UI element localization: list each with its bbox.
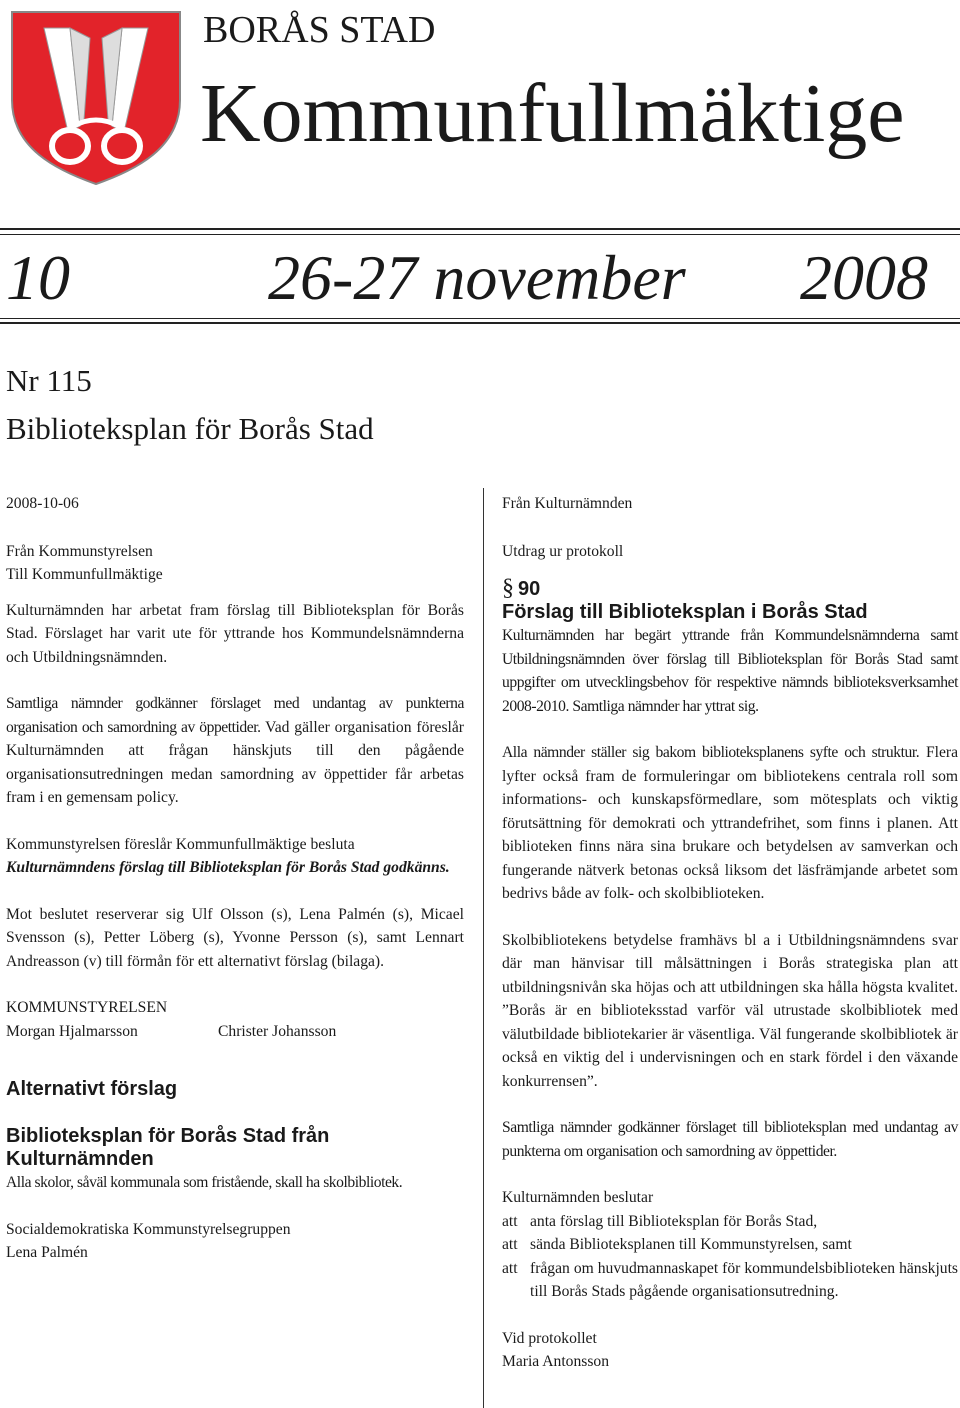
protocol-extract: Utdrag ur protokoll [502, 542, 624, 560]
protocol-from: Från Kulturnämnden [502, 495, 633, 512]
decision-text: anta förslag till Biblioteksplan för Borås Stad, [530, 1212, 818, 1230]
section-number: 90 [518, 578, 541, 600]
protocol-paragraph-1: Kulturnämnden har begärt yttrande från Kommundelsnämnderna samt Utbildningsnämnden över förslag till Biblioteksplan för Borås Stad samt uppgifter om utvecklingsbehov för respektive nämnds biblioteksverksamhet 2008-2010. Samtliga nämnder har yttrat sig. [502, 627, 958, 715]
decision-item [502, 1257, 958, 1304]
top-rule-thin [0, 234, 960, 235]
decision-item [502, 1233, 958, 1257]
opinion-paragraph [6, 692, 464, 810]
signature-org: KOMMUNSTYRELSEN [6, 999, 168, 1016]
decision-att: att [502, 1236, 518, 1253]
session-number: 10 [6, 242, 70, 313]
section-sign: § [502, 575, 514, 601]
alt-name: Lena Palmén [6, 1244, 88, 1261]
publication-title: Kommunfullmäktige [200, 67, 905, 160]
session-row [0, 238, 960, 318]
alt-subheading: Biblioteksplan för Borås Stad från Kulturnämnden [6, 1125, 330, 1170]
left-column [6, 492, 464, 1265]
alt-group: Socialdemokratiska Kommunstyrelsegruppen [6, 1220, 291, 1238]
letter-to: Till Kommunfullmäktige [6, 566, 163, 583]
protocol-paragraph-2 [502, 741, 958, 906]
proposal-decision: Kulturnämndens förslag till Biblioteksplan för Borås Stad godkänns. [6, 859, 450, 876]
intro-paragraph: Kulturnämnden har arbetat fram förslag till Biblioteksplan för Borås Stad. Förslaget har varit ute för yttrande hos Kommundelsnämnderna och Utbildningsnämnden. [6, 601, 464, 666]
session-dates: 26-27 november [268, 242, 686, 313]
signature-name-1: Morgan Hjalmarsson [6, 1022, 138, 1040]
letter-date: 2008-10-06 [6, 495, 79, 512]
decision-intro: Kulturnämnden beslutar [502, 1189, 654, 1206]
proposal-intro: Kommunstyrelsen föreslår Kommunfullmäktige besluta [6, 835, 355, 853]
protocol-p2-body: Flera lyfter också fram de formuleringar om bibliotekens centrala roll som informations- och kunskapsförmedlare, som mötesplats och viktig förutsättning för demokrati och yttrandefrihet, som finns i planen. Att biblioteken finns nära sina brukare och betydelsen av samverkan och fungerande nätverk betonas också liksom det läsfrämjande arbetet som bedrivs både av folk- och skolbiblioteken. [502, 744, 958, 902]
document-subject: Biblioteksplan för Borås Stad [6, 411, 374, 446]
column-divider [483, 488, 484, 1408]
attest-name: Maria Antonsson [502, 1353, 609, 1370]
alt-heading: Alternativt förslag [6, 1078, 178, 1100]
opinion-text: Samtliga nämnder godkänner förslaget med undantag av punkterna organisation och samordning av öppettider. [6, 695, 464, 736]
decision-att: att [502, 1212, 518, 1230]
signature-name-2: Christer Johansson [218, 1022, 337, 1040]
session-year: 2008 [800, 242, 928, 313]
decision-att: att [502, 1259, 518, 1277]
section-title: Förslag till Biblioteksplan i Borås Stad [502, 601, 868, 623]
top-rule-thick [0, 228, 960, 230]
letter-from: Från Kommunstyrelsen [6, 542, 153, 560]
alt-text: Alla skolor, såväl kommunala som fristående, skall ha skolbibliotek. [6, 1174, 403, 1191]
protocol-paragraph-4: Samtliga nämnder godkänner förslaget till biblioteksplan med undantag av punkterna om organisation och samordning av öppettider. [502, 1119, 958, 1160]
protocol-paragraph-3: Skolbibliotekens betydelse framhävs bl a i Utbildningsnämndens svar där man hänvisar till målsättningen i Borås strategiska plan att utbildningsnivån ska höjas och att utbildningen ska hålla högsta kvalitet. ”Borås är en biblioteksstad varför väl utrustade skolbibliotek med välutbildade bibliotekarier är väsentliga. Väl fungerande skolbibliotek är också en viktig del i undervisningen och en stark fördel i den växande konkurrensen”. [502, 931, 958, 1090]
section-number-row [502, 577, 958, 601]
decision-text: frågan om huvudmannaskapet för kommundelsbiblioteken hänskjuts till Borås Stads pågående organisationsutredning. [530, 1259, 958, 1300]
decision-text: sända Biblioteksplanen till Kommunstyrelsen, samt [530, 1236, 852, 1253]
organisation-text: Vad gäller organisation föreslår Kulturnämnden att frågan hänskjuts till den pågående organisationsutredningen medan samordning av öppettider får arbetas fram i en gemensam policy. [6, 718, 464, 806]
bottom-rule-thin [0, 318, 960, 319]
right-column [502, 492, 958, 1374]
protocol-p2-lead: Alla nämnder ställer sig bakom biblioteksplanens syfte och struktur. [502, 744, 920, 761]
coat-of-arms-icon [8, 8, 184, 188]
decision-item [502, 1210, 958, 1234]
signature-row [6, 1020, 464, 1044]
document-number: Nr 115 [6, 363, 92, 398]
attest-label: Vid protokollet [502, 1329, 597, 1347]
city-name: BORÅS STAD [203, 9, 436, 51]
reservation-paragraph: Mot beslutet reserverar sig Ulf Olsson (s), Lena Palmén (s), Micael Svensson (s), Petter Löberg (s), Yvonne Persson (s), samt Lennart Andreasson (v) till förmån för ett alternativt förslag (bilaga). [6, 905, 464, 970]
bottom-rule-thick [0, 322, 960, 324]
